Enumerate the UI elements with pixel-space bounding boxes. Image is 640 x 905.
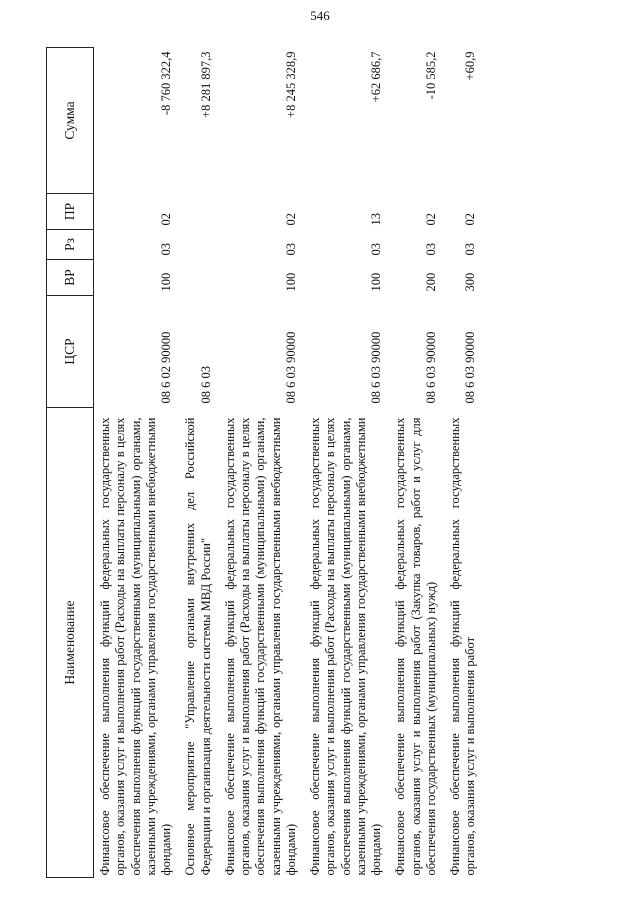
header-sum: Сумма (47, 48, 94, 194)
row-sum: +60,9 (463, 51, 478, 81)
row-pr: 02 (423, 213, 438, 226)
budget-table (46, 47, 484, 878)
table-row (179, 48, 219, 878)
table-row (94, 48, 180, 878)
page-number: 546 (310, 8, 330, 23)
row-rz: 03 (423, 243, 438, 256)
table-row (219, 48, 304, 878)
row-rz: 03 (369, 243, 383, 256)
row-vr: 300 (463, 272, 478, 292)
row-sum: -8 760 322,4 (159, 51, 173, 116)
row-vr: 200 (423, 272, 438, 292)
header-csr: ЦСР (47, 296, 94, 408)
row-vr: 100 (283, 272, 298, 292)
row-pr (179, 194, 219, 230)
row-sum: -10 585,2 (423, 51, 438, 100)
row-name: Основное мероприятие "Управление органами внутренних дел Российской Федерации и организация деятельности системы МВД России" (183, 417, 213, 876)
row-csr: 08 6 03 90000 (463, 331, 478, 404)
row-name: Финансовое обеспечение выполнения функций федеральных государственных органов, оказания услуг и выполнения работ (Расходы на выплаты персоналу в целях обеспечения выполнения функций государственными (муниципальными) органами, казенными учреждениями, органами управления государственными внебюджетными фондами) (308, 417, 383, 876)
row-vr: 100 (369, 272, 383, 292)
row-rz (179, 230, 219, 260)
row-name: Финансовое обеспечение выполнения функций федеральных государственных органов, оказания услуг и выполнения работ (Расходы на выплаты персоналу в целях обеспечения выполнения функций государственными (муниципальными) органами, казенными учреждениями, органами управления государственными внебюджетными фондами) (98, 417, 173, 876)
row-csr: 08 6 03 90000 (283, 331, 298, 404)
row-rz: 03 (463, 243, 478, 256)
row-csr: 08 6 03 (198, 366, 213, 404)
row-sum: +8 245 328,9 (283, 51, 298, 118)
header-name: Наименование (47, 408, 94, 878)
row-csr: 08 6 03 90000 (423, 331, 438, 404)
row-rz: 03 (283, 243, 298, 256)
row-pr: 02 (159, 213, 173, 226)
row-csr: 08 6 02 90000 (159, 331, 173, 404)
row-vr: 100 (159, 272, 173, 292)
row-name: Финансовое обеспечение выполнения функций федеральных государственных органов, оказания услуг и выполнения работ (448, 417, 478, 876)
table-row (389, 48, 444, 878)
row-rz: 03 (159, 243, 173, 256)
row-pr: 02 (463, 213, 478, 226)
row-csr: 08 6 03 90000 (369, 331, 383, 404)
header-pr: ПР (47, 194, 94, 230)
row-pr: 02 (283, 213, 298, 226)
row-name: Финансовое обеспечение выполнения функций федеральных государственных органов, оказания услуг и выполнения работ (Закупка товаров, работ и услуг для обеспечения государственных (муниципальных) нужд) (393, 417, 438, 876)
row-vr (179, 260, 219, 296)
row-name: Финансовое обеспечение выполнения функций федеральных государственных органов, оказания услуг и выполнения работ (Расходы на выплаты персоналу в целях обеспечения выполнения функций государственными (муниципальными) органами, казенными учреждениями, органами управления государственными внебюджетными фондами) (222, 417, 298, 876)
table-row (304, 48, 389, 878)
row-sum: +62 686,7 (369, 51, 383, 103)
budget-table-container (46, 48, 596, 878)
table-header-row (47, 48, 94, 878)
row-sum: +8 281 897,3 (198, 51, 213, 118)
header-rz: Рз (47, 230, 94, 260)
row-pr: 13 (369, 213, 383, 226)
header-vr: ВР (47, 260, 94, 296)
table-row (444, 48, 484, 878)
